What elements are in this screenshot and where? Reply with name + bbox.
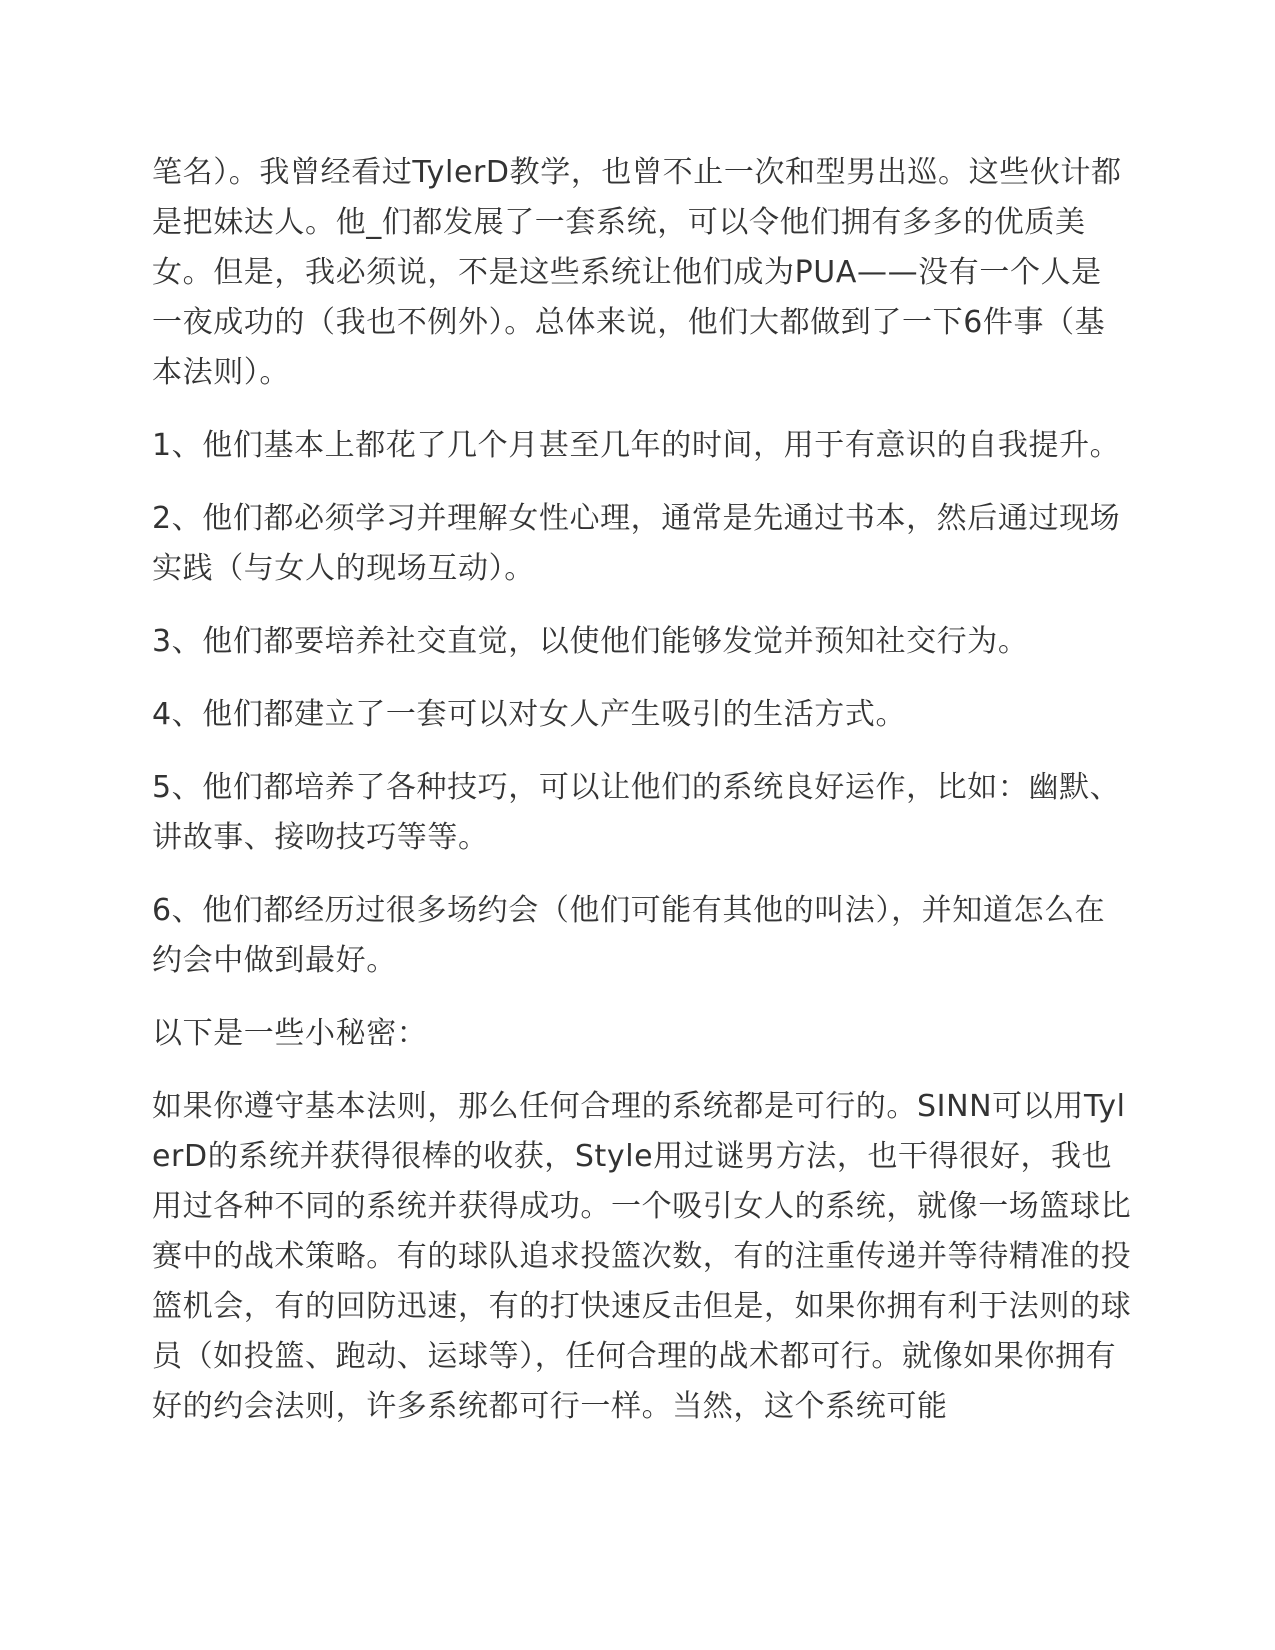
list-item-6: 6、他们都经历过很多场约会（他们可能有其他的叫法），并知道怎么在约会中做到最好。 bbox=[152, 893, 1106, 978]
document-page bbox=[152, 148, 1132, 1455]
paragraph-intro: 笔名）。我曾经看过TylerD教学，也曾不止一次和型男出巡。这些伙计都是把妹达人。他_们都发展了一套系统，可以令他们拥有多多的优质美女。但是，我必须说，不是这些系统让他们成为PUA——没有一个人是一夜成功的（我也不例外）。总体来说，他们大都做到了一下6件事（基本法则）。 bbox=[152, 155, 1122, 390]
paragraph-system: 如果你遵守基本法则，那么任何合理的系统都是可行的。SINN可以用TylerD的系统并获得很棒的收获，Style用过谜男方法，也干得很好，我也用过各种不同的系统并获得成功。一个吸引女人的系统，就像一场篮球比赛中的战术策略。有的球队追求投篮次数，有的注重传递并等待精准的投篮机会，有的回防迅速，有的打快速反击但是，如果你拥有利于法则的球员（如投篮、跑动、运球等），任何合理的战术都可行。就像如果你拥有好的约会法则，许多系统都可行一样。当然，这个系统可能 bbox=[152, 1089, 1132, 1424]
list-item-1: 1、他们基本上都花了几个月甚至几年的时间，用于有意识的自我提升。 bbox=[152, 428, 1121, 463]
list-item-4: 4、他们都建立了一套可以对女人产生吸引的生活方式。 bbox=[152, 697, 907, 732]
list-item-3: 3、他们都要培养社交直觉，以使他们能够发觉并预知社交行为。 bbox=[152, 624, 1029, 659]
list-item-5: 5、他们都培养了各种技巧，可以让他们的系统良好运作，比如：幽默、讲故事、接吻技巧等等。 bbox=[152, 770, 1121, 855]
list-item-2: 2、他们都必须学习并理解女性心理，通常是先通过书本，然后通过现场实践（与女人的现场互动）。 bbox=[152, 501, 1121, 586]
paragraph-secrets-heading: 以下是一些小秘密： bbox=[152, 1016, 428, 1051]
